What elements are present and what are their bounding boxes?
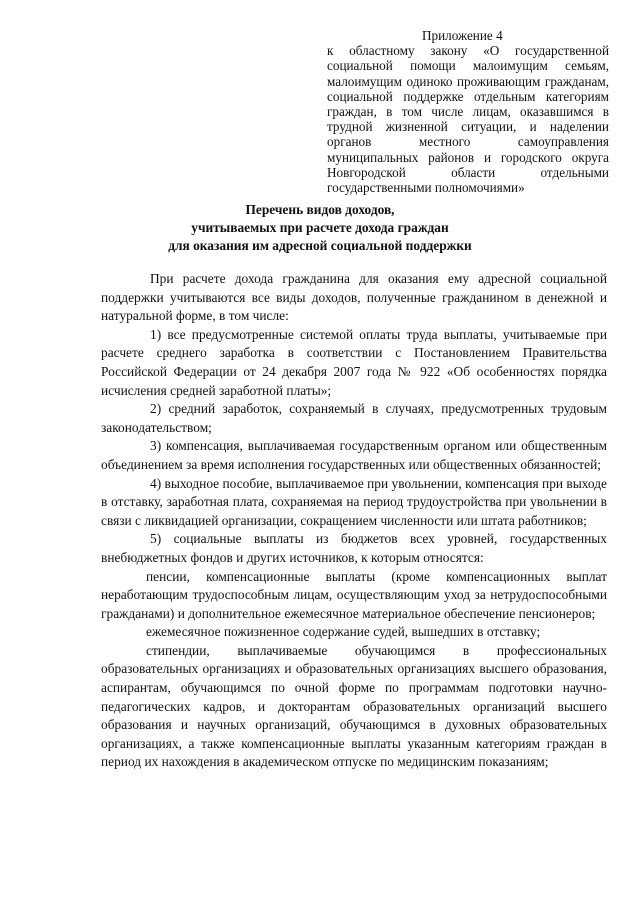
heading-line-2: учитываемых при расчете дохода граждан — [191, 220, 449, 235]
paragraph-item-5: 5) социальные выплаты из бюджетов всех уровней, государственных внебюджетных фондов и других источников, к которым относятся: — [101, 531, 607, 565]
paragraph-item-3: 3) компенсация, выплачиваемая государственным органом или общественным объединением за время исполнения государственных или общественных обязанностей; — [101, 438, 607, 472]
paragraph-pensions: пенсии, компенсационные выплаты (кроме компенсационных выплат неработающим трудоспособным лицам, осуществляющим уход за нетрудоспособными гражданами) и дополнительное ежемесячное материальное обеспечение пенсионеров; — [101, 568, 607, 621]
appendix-block — [327, 28, 609, 195]
paragraph-item-1: 1) все предусмотренные системой оплаты труда выплаты, учитываемые при расчете среднего заработка в соответствии с Постановлением Правительства Российской Федерации от 24 декабря 2007 года № 922 «Об особенностях порядка исчисления средней заработной платы»; — [101, 326, 607, 398]
paragraph-judges: ежемесячное пожизненное содержание судей, вышедших в отставку; — [146, 624, 541, 640]
appendix-title: Приложение 4 — [422, 28, 503, 43]
paragraph-item-4: 4) выходное пособие, выплачиваемое при увольнении, компенсация при выходе в отставку, заработная плата, сохраняемая на период трудоустройства при увольнении в связи с ликвидацией организации, сокращением численности или штата работников; — [101, 475, 607, 528]
appendix-text: к областному закону «О государственной социальной помощи малоимущим семьям, малоимущим одиноко проживающим гражданам, социальной поддержке отдельным категориям граждан, в том числе лицам, оказавшимся в трудной жизненной ситуации, и наделении органов местного самоуправления муниципальных районов и городского округа Новгородской области отдельными государственными полномочиями» — [327, 43, 609, 196]
paragraph-stipends: стипендии, выплачиваемые обучающимся в профессиональных образовательных организациях и образовательных организациях высшего образования, аспирантам, обучающимся по очной форме по программам подготовки научно-педагогических кадров, и докторантам образовательных организаций высшего образования и научных организаций, обучающимся в духовных образовательных организациях, а также компенсационные выплаты указанным категориям граждан в период их нахождения в академическом отпуске по медицинским показаниям; — [101, 642, 607, 770]
heading-line-3: для оказания им адресной социальной поддержки — [168, 238, 472, 253]
document-heading — [100, 201, 540, 255]
document-body — [101, 270, 607, 772]
heading-line-1: Перечень видов доходов, — [245, 202, 395, 217]
paragraph-intro: При расчете дохода гражданина для оказания ему адресной социальной поддержки учитываются все виды доходов, полученные гражданином в денежной и натуральной форме, в том числе: — [101, 271, 607, 324]
paragraph-item-2: 2) средний заработок, сохраняемый в случаях, предусмотренных трудовым законодательством; — [101, 401, 607, 435]
